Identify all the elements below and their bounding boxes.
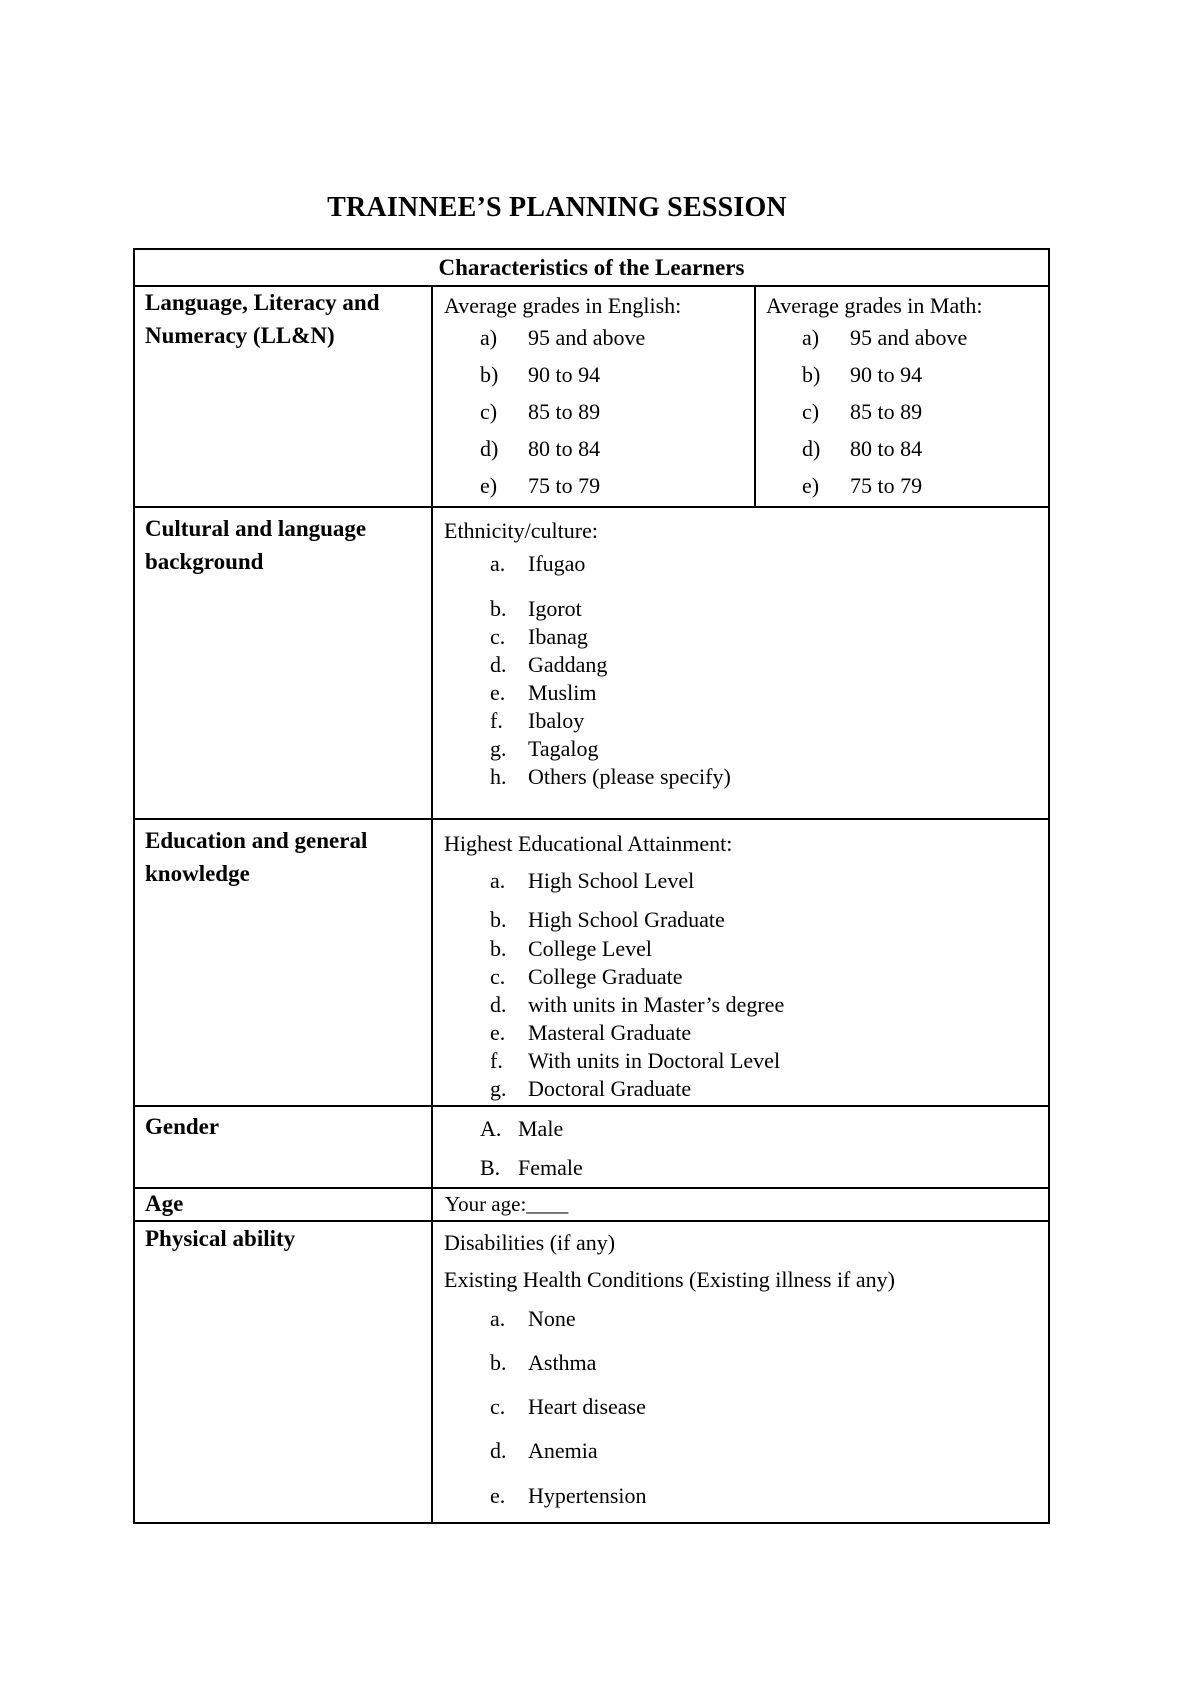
- column-divider: [754, 285, 756, 506]
- item-letter: d.: [490, 652, 507, 677]
- row-label-gender: Gender: [145, 1114, 220, 1139]
- item-text: Tagalog: [528, 736, 599, 761]
- row-label-culture: Cultural and language background: [145, 516, 367, 574]
- item-text: Hypertension: [528, 1483, 647, 1508]
- item-text: Muslim: [528, 680, 597, 705]
- list-item: [802, 325, 967, 351]
- item-letter: d.: [490, 1438, 507, 1463]
- list-item: [480, 473, 600, 499]
- item-text: 80 to 84: [528, 436, 601, 461]
- list-item: [490, 1483, 647, 1509]
- item-text: 75 to 79: [528, 473, 601, 498]
- item-text: 90 to 94: [528, 362, 601, 387]
- list-item: [490, 936, 652, 962]
- list-item: [490, 964, 683, 990]
- list-item: [802, 399, 922, 425]
- item-letter: e): [802, 473, 820, 498]
- list-item: [802, 436, 922, 462]
- item-text: 85 to 89: [528, 399, 601, 424]
- item-text: Female: [518, 1155, 583, 1180]
- list-item: [490, 868, 694, 894]
- row-label-education: Education and general knowledge: [145, 828, 368, 886]
- list-item: [490, 1394, 646, 1420]
- item-text: High School Graduate: [528, 907, 725, 932]
- list-item: [490, 992, 784, 1018]
- item-letter: c.: [490, 624, 506, 649]
- item-text: 80 to 84: [850, 436, 923, 461]
- list-item: [480, 436, 600, 462]
- item-letter: d.: [490, 992, 507, 1017]
- item-letter: b.: [490, 596, 507, 621]
- item-text: 90 to 94: [850, 362, 923, 387]
- table-header: Characteristics of the Learners: [438, 255, 745, 280]
- item-letter: c.: [490, 964, 506, 989]
- item-letter: g.: [490, 1076, 507, 1101]
- ethnicity-heading: Ethnicity/culture:: [444, 518, 598, 543]
- list-item: [480, 1155, 583, 1181]
- item-text: Doctoral Graduate: [528, 1076, 692, 1101]
- age-prompt: Your age:____: [445, 1192, 569, 1216]
- row-label-age: Age: [145, 1191, 184, 1216]
- item-text: Male: [518, 1116, 564, 1141]
- item-letter: a): [802, 325, 820, 350]
- list-item: [490, 1306, 576, 1332]
- item-letter: f.: [490, 1048, 503, 1073]
- math-grades-heading: Average grades in Math:: [766, 293, 983, 318]
- item-text: Ibaloy: [528, 708, 585, 733]
- row-divider: [135, 1105, 1048, 1107]
- item-letter: h.: [490, 764, 507, 789]
- item-text: Ibanag: [528, 624, 588, 649]
- list-item: [802, 362, 922, 388]
- list-item: [490, 680, 596, 706]
- item-letter: d): [480, 436, 499, 461]
- education-heading: Highest Educational Attainment:: [444, 831, 733, 856]
- item-text: Asthma: [528, 1350, 597, 1375]
- list-item: [490, 764, 731, 790]
- row-label-physical: Physical ability: [145, 1226, 296, 1251]
- item-text: Igorot: [528, 596, 582, 621]
- english-grades-heading: Average grades in English:: [444, 293, 682, 318]
- list-item: [480, 325, 645, 351]
- list-item: [490, 1048, 780, 1074]
- health-conditions-line: Existing Health Conditions (Existing illness if any): [444, 1267, 895, 1292]
- item-letter: f.: [490, 708, 503, 733]
- list-item: [490, 551, 585, 577]
- item-letter: e): [480, 473, 498, 498]
- item-text: Ifugao: [528, 551, 586, 576]
- list-item: [480, 1116, 563, 1142]
- list-item: [490, 596, 582, 622]
- item-letter: a): [480, 325, 498, 350]
- list-item: [480, 399, 600, 425]
- item-text: 75 to 79: [850, 473, 923, 498]
- item-letter: e.: [490, 1020, 506, 1045]
- item-letter: b.: [490, 907, 507, 932]
- item-letter: a.: [490, 551, 506, 576]
- item-text: College Level: [528, 936, 653, 961]
- item-text: 95 and above: [850, 325, 968, 350]
- item-letter: B.: [480, 1155, 501, 1180]
- item-letter: b): [480, 362, 499, 387]
- list-item: [490, 1076, 691, 1102]
- item-letter: d): [802, 436, 821, 461]
- item-letter: a.: [490, 868, 506, 893]
- column-divider: [431, 285, 433, 1524]
- item-letter: e.: [490, 1483, 506, 1508]
- item-letter: b): [802, 362, 821, 387]
- list-item: [490, 652, 607, 678]
- item-text: with units in Master’s degree: [528, 992, 785, 1017]
- list-item: [490, 736, 599, 762]
- item-text: Heart disease: [528, 1394, 646, 1419]
- item-text: High School Level: [528, 868, 695, 893]
- list-item: [480, 362, 600, 388]
- item-text: 85 to 89: [850, 399, 923, 424]
- item-letter: b.: [490, 1350, 507, 1375]
- row-label-llnn: Language, Literacy and Numeracy (LL&N): [145, 290, 380, 348]
- item-text: With units in Doctoral Level: [528, 1048, 781, 1073]
- item-text: Masteral Graduate: [528, 1020, 692, 1045]
- item-letter: A.: [480, 1116, 502, 1141]
- list-item: [802, 473, 922, 499]
- item-letter: c): [480, 399, 498, 424]
- list-item: [490, 708, 584, 734]
- item-letter: c): [802, 399, 820, 424]
- row-divider: [135, 506, 1048, 508]
- list-item: [490, 624, 588, 650]
- item-text: Anemia: [528, 1438, 598, 1463]
- item-text: Gaddang: [528, 652, 608, 677]
- item-letter: b.: [490, 936, 507, 961]
- item-letter: c.: [490, 1394, 506, 1419]
- list-item: [490, 1438, 598, 1464]
- row-divider: [135, 818, 1048, 820]
- list-item: [490, 1020, 691, 1046]
- list-item: [490, 907, 725, 933]
- item-letter: e.: [490, 680, 506, 705]
- item-text: 95 and above: [528, 325, 646, 350]
- item-text: None: [528, 1306, 576, 1331]
- list-item: [490, 1350, 596, 1376]
- item-text: Others (please specify): [528, 764, 731, 789]
- characteristics-table: [133, 248, 1050, 1524]
- disabilities-line: Disabilities (if any): [444, 1230, 616, 1255]
- item-text: College Graduate: [528, 964, 683, 989]
- item-letter: a.: [490, 1306, 506, 1331]
- item-letter: g.: [490, 736, 507, 761]
- page-title: TRAINNEE’S PLANNING SESSION: [327, 192, 787, 223]
